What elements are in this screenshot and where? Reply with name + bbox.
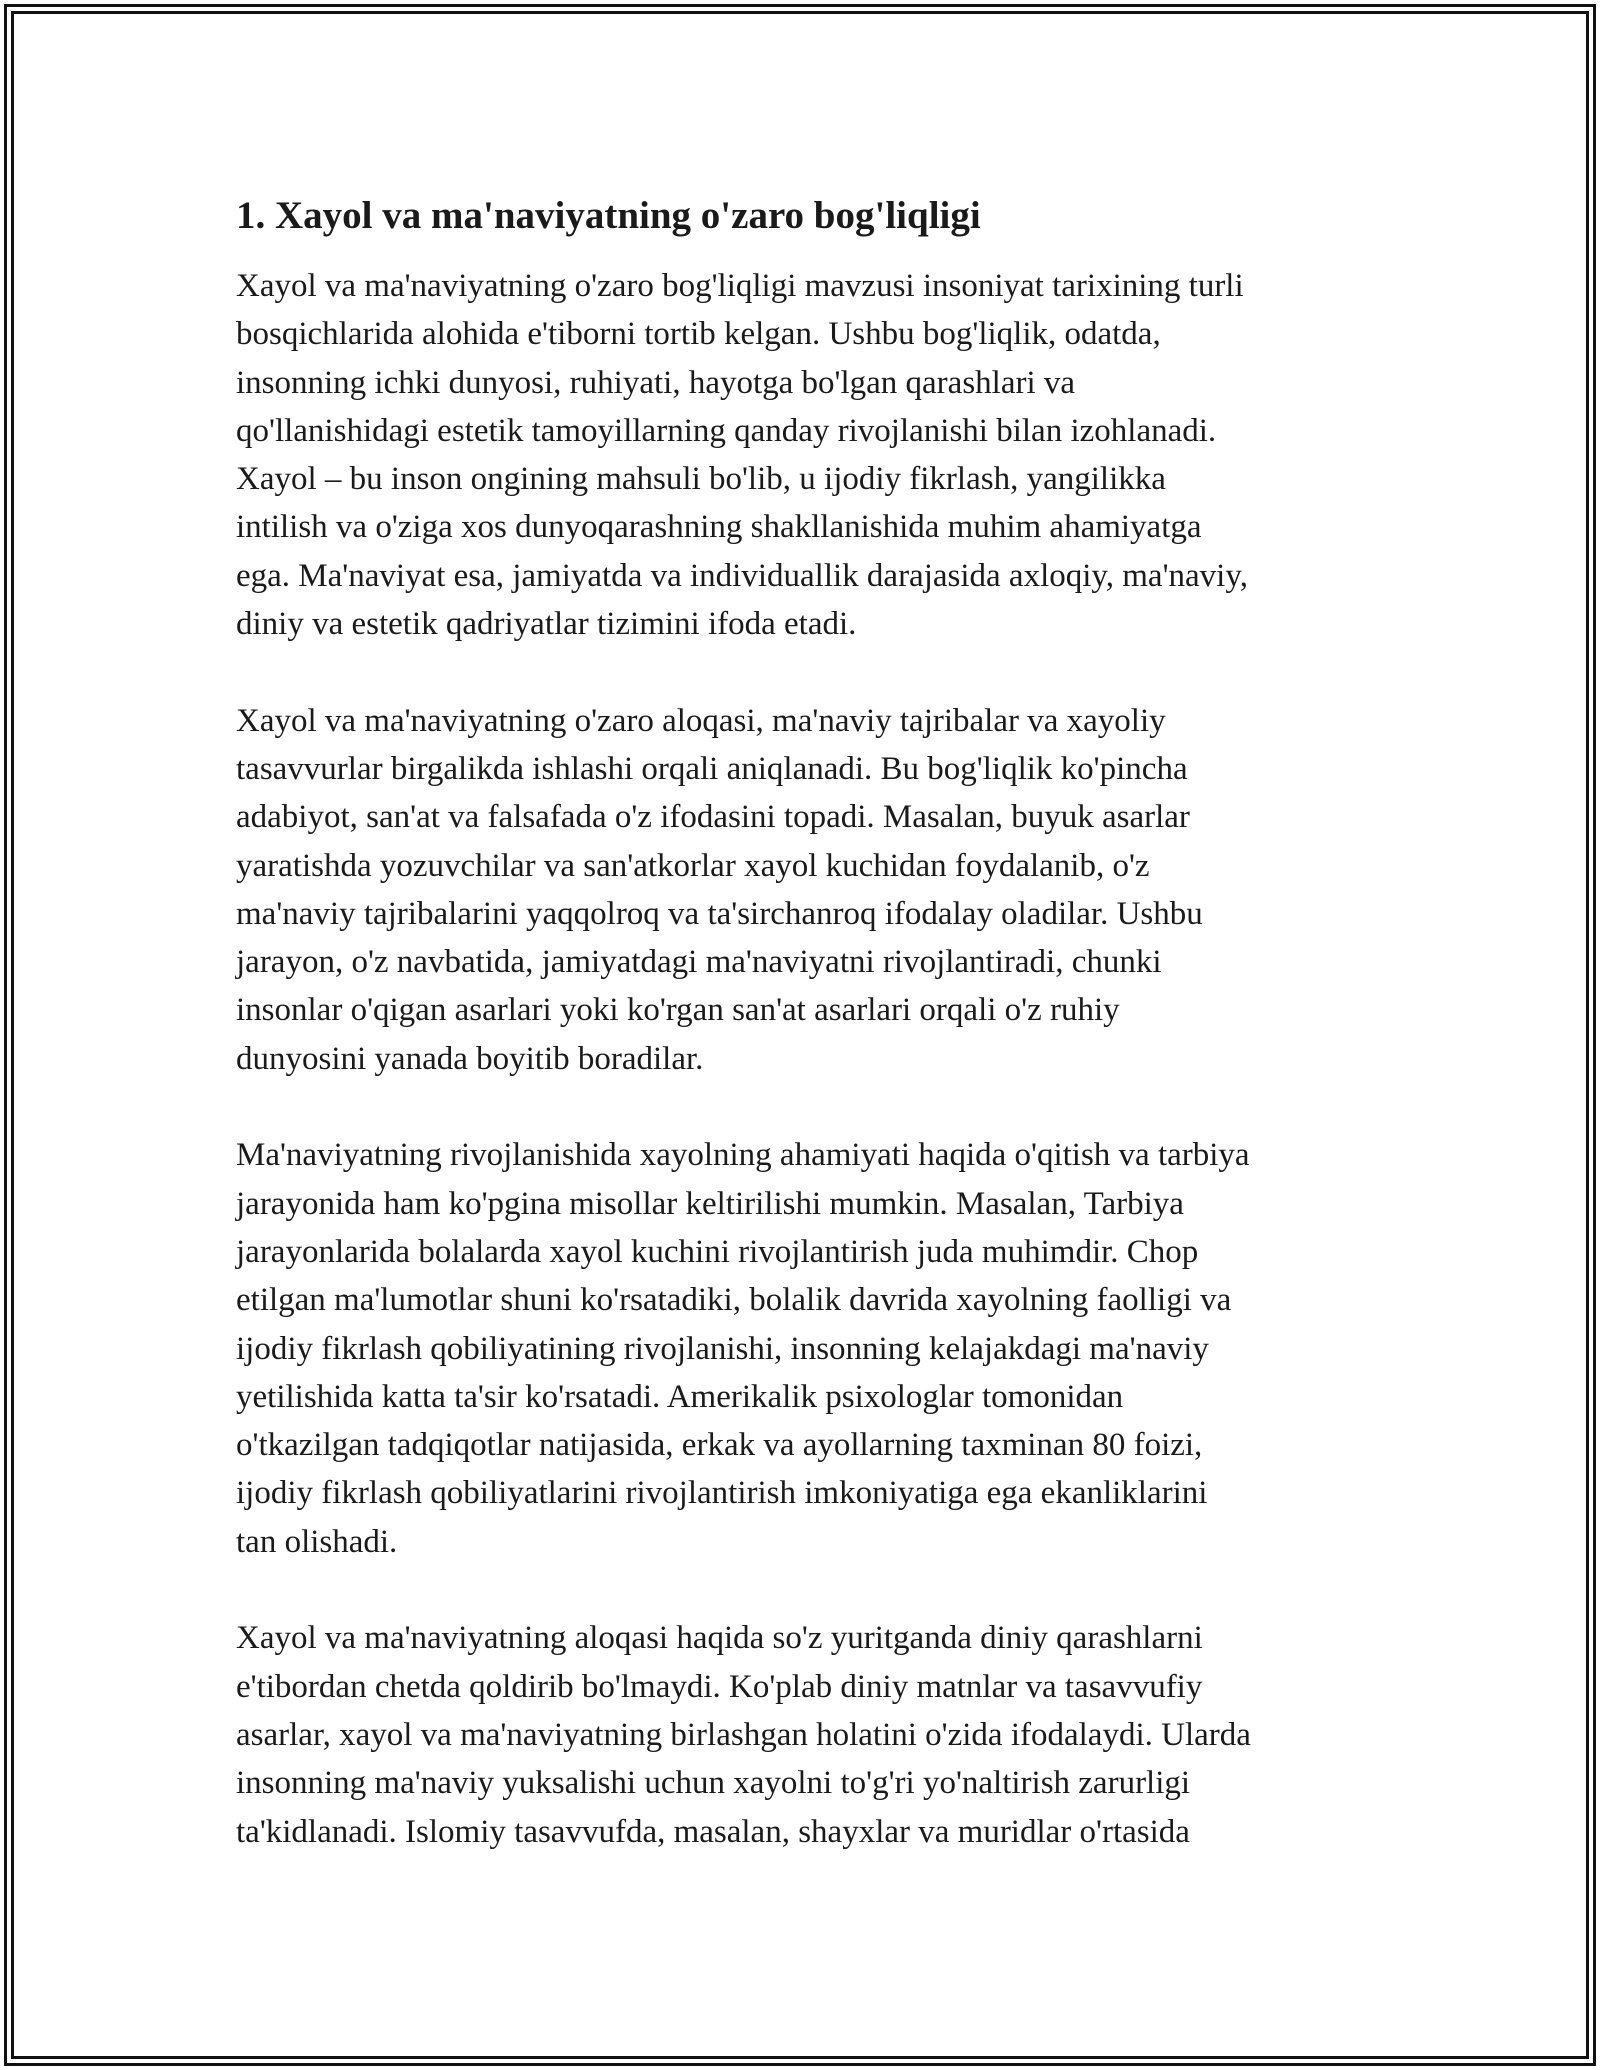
paragraph-3: Ma'naviyatning rivojlanishida xayolning ahamiyati haqida o'qitish va tarbiya jarayonida ham ko'pgina misollar keltirilishi mumkin. Masalan, Tarbiya jarayonlarida bolalarda xayol kuchini rivojlantirish juda muhimdir. Chop etilgan ma'lumotlar shuni ko'rsatadiki, bolalik davrida xayolning faolligi va ijodiy fikrlash qobiliyatining rivojlanishi, insonning kelajakdagi ma'naviy yetilishida katta ta'sir ko'rsatadi. Amerikalik psixologlar tomonidan o'tkazilgan tadqiqotlar natijasida, erkak va ayollarning taxminan 80 foizi, ijodiy fikrlash qobiliyatlarini rivojlantirish imkoniyatiga ega ekanliklarini tan olishadi. (236, 1137, 1250, 1560)
paragraph-4: Xayol va ma'naviyatning aloqasi haqida so'z yuritganda diniy qarashlarni e'tibordan chetda qoldirib bo'lmaydi. Ko'plab diniy matnlar va tasavvufiy asarlar, xayol va ma'naviyatning birlashgan holatini o'zida ifodalaydi. Ularda insonning ma'naviy yuksalishi uchun xayolni to'g'ri yo'naltirish zarurligi ta'kidlanadi. Islomiy tasavvufda, masalan, shayxlar va muridlar o'rtasida (236, 1620, 1251, 1850)
document-body (236, 188, 1386, 1904)
section-heading: 1. Xayol va ma'naviyatning o'zaro bog'liqligi (236, 194, 981, 237)
paragraph-2: Xayol va ma'naviyatning o'zaro aloqasi, ma'naviy tajribalar va xayoliy tasavvurlar birgalikda ishlashi orqali aniqlanadi. Bu bog'liqlik ko'pincha adabiyot, san'at va falsafada o'z ifodasini topadi. Masalan, buyuk asarlar yaratishda yozuvchilar va san'atkorlar xayol kuchidan foydalanib, o'z ma'naviy tajribalarini yaqqolroq va ta'sirchanroq ifodalay oladilar. Ushbu jarayon, o'z navbatida, jamiyatdagi ma'naviyatni rivojlantiradi, chunki insonlar o'qigan asarlari yoki ko'rgan san'at asarlari orqali o'z ruhiy dunyosini yanada boyitib boradilar. (236, 702, 1203, 1077)
paragraph-1: Xayol va ma'naviyatning o'zaro bog'liqligi mavzusi insoniyat tarixining turli bosqichlarida alohida e'tiborni tortib kelgan. Ushbu bog'liqlik, odatda, insonning ichki dunyosi, ruhiyati, hayotga bo'lgan qarashlari va qo'llanishidagi estetik tamoyillarning qanday rivojlanishi bilan izohlanadi. Xayol – bu inson ongining mahsuli bo'lib, u ijodiy fikrlash, yangilikka intilish va o'ziga xos dunyoqarashning shakllanishida muhim ahamiyatga ega. Ma'naviyat esa, jamiyatda va individuallik darajasida axloqiy, ma'naviy, diniy va estetik qadriyatlar tizimini ifoda etadi. (236, 268, 1248, 643)
